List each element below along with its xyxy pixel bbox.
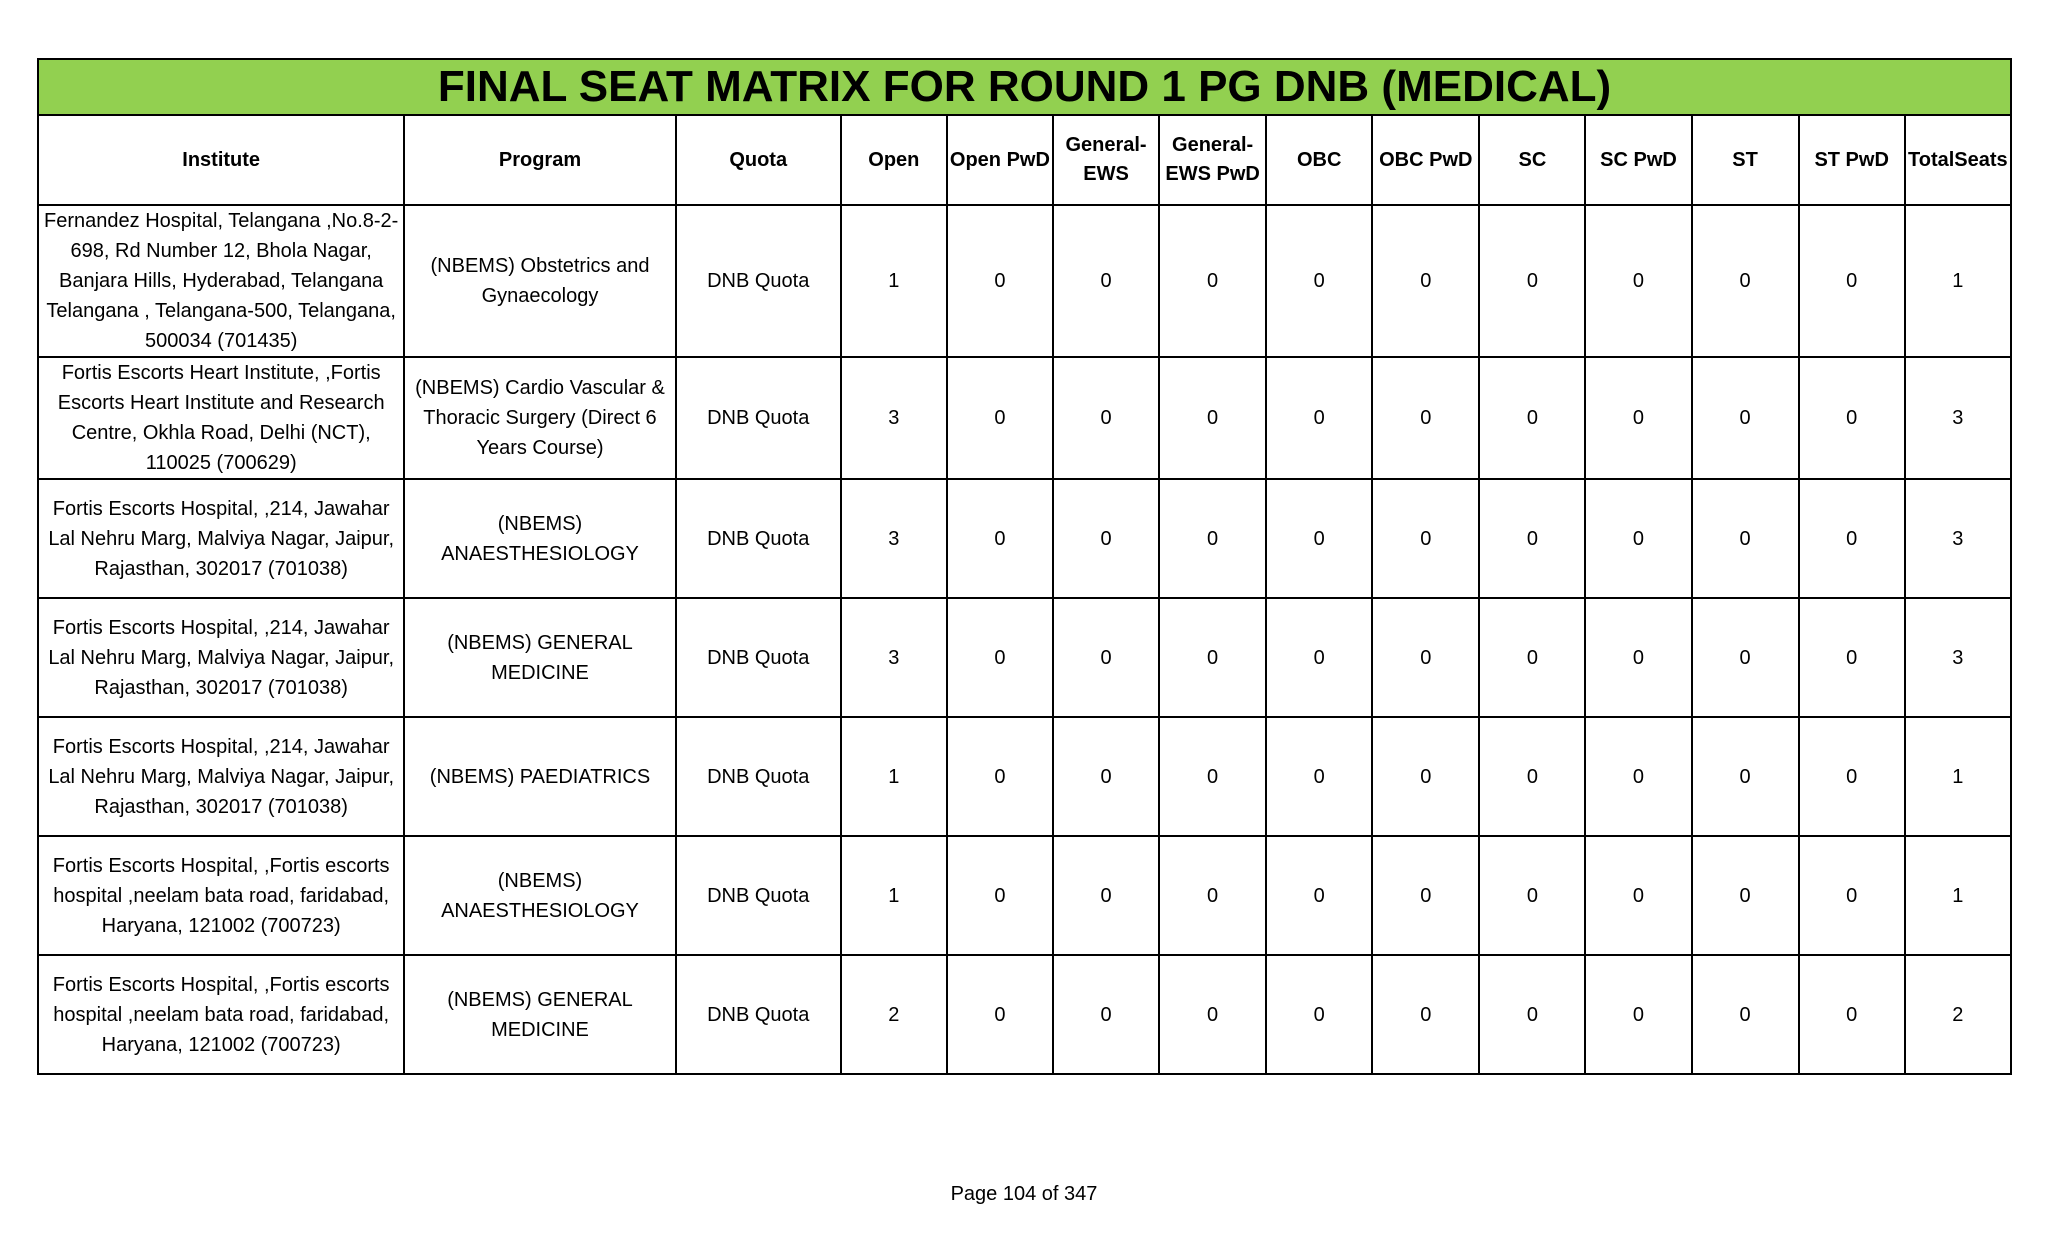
column-header-obc-pwd: OBC PwD <box>1372 115 1479 205</box>
cell-st-pwd: 0 <box>1799 205 1905 357</box>
cell-sc: 0 <box>1479 357 1585 479</box>
cell-institute: Fortis Escorts Hospital, ,Fortis escorts hospital ,neelam bata road, faridabad, Haryana, 121002 (700723) <box>38 955 404 1074</box>
cell-st-pwd: 0 <box>1799 717 1905 836</box>
cell-general-ews: 0 <box>1053 955 1159 1074</box>
cell-program: (NBEMS) Cardio Vascular & Thoracic Surgery (Direct 6 Years Course) <box>404 357 675 479</box>
table-row <box>38 955 2011 1074</box>
cell-program: (NBEMS) PAEDIATRICS <box>404 717 675 836</box>
cell-st: 0 <box>1692 479 1799 598</box>
cell-obc: 0 <box>1266 598 1372 717</box>
cell-general-ews: 0 <box>1053 205 1159 357</box>
cell-total-seats: 1 <box>1905 836 2011 955</box>
cell-sc-pwd: 0 <box>1585 598 1691 717</box>
cell-st-pwd: 0 <box>1799 357 1905 479</box>
column-header-st-pwd: ST PwD <box>1799 115 1905 205</box>
cell-st: 0 <box>1692 598 1799 717</box>
cell-obc: 0 <box>1266 205 1372 357</box>
cell-institute: Fortis Escorts Heart Institute, ,Fortis Escorts Heart Institute and Research Centre, Okhla Road, Delhi (NCT), 110025 (700629) <box>38 357 404 479</box>
cell-obc: 0 <box>1266 836 1372 955</box>
table-row <box>38 717 2011 836</box>
cell-total-seats: 3 <box>1905 357 2011 479</box>
column-header-general-ews: General-EWS <box>1053 115 1159 205</box>
cell-open-pwd: 0 <box>947 955 1053 1074</box>
cell-program: (NBEMS) GENERAL MEDICINE <box>404 955 675 1074</box>
cell-quota: DNB Quota <box>676 836 841 955</box>
table-row <box>38 357 2011 479</box>
seat-matrix-body <box>38 205 2011 1074</box>
column-header-quota: Quota <box>676 115 841 205</box>
cell-obc: 0 <box>1266 717 1372 836</box>
page-number: Page 104 of 347 <box>950 1183 1098 1205</box>
cell-open-pwd: 0 <box>947 357 1053 479</box>
cell-open-pwd: 0 <box>947 836 1053 955</box>
cell-program: (NBEMS) ANAESTHESIOLOGY <box>404 836 675 955</box>
cell-total-seats: 1 <box>1905 205 2011 357</box>
cell-general-ews-pwd: 0 <box>1159 598 1266 717</box>
table-row <box>38 479 2011 598</box>
cell-general-ews-pwd: 0 <box>1159 955 1266 1074</box>
column-header-obc: OBC <box>1266 115 1372 205</box>
cell-total-seats: 3 <box>1905 598 2011 717</box>
cell-total-seats: 2 <box>1905 955 2011 1074</box>
cell-open: 1 <box>841 717 947 836</box>
cell-open: 3 <box>841 357 947 479</box>
cell-general-ews-pwd: 0 <box>1159 357 1266 479</box>
cell-obc-pwd: 0 <box>1372 598 1479 717</box>
cell-st: 0 <box>1692 357 1799 479</box>
cell-st-pwd: 0 <box>1799 955 1905 1074</box>
cell-quota: DNB Quota <box>676 955 841 1074</box>
page-title: FINAL SEAT MATRIX FOR ROUND 1 PG DNB (MEDICAL) <box>38 59 2011 115</box>
cell-obc-pwd: 0 <box>1372 955 1479 1074</box>
table-row <box>38 598 2011 717</box>
cell-total-seats: 1 <box>1905 717 2011 836</box>
cell-sc: 0 <box>1479 205 1585 357</box>
cell-open: 1 <box>841 836 947 955</box>
cell-general-ews: 0 <box>1053 717 1159 836</box>
cell-institute: Fortis Escorts Hospital, ,Fortis escorts hospital ,neelam bata road, faridabad, Haryana, 121002 (700723) <box>38 836 404 955</box>
cell-st-pwd: 0 <box>1799 598 1905 717</box>
cell-open-pwd: 0 <box>947 598 1053 717</box>
cell-obc-pwd: 0 <box>1372 357 1479 479</box>
cell-obc: 0 <box>1266 357 1372 479</box>
column-header-general-ews-pwd: General-EWS PwD <box>1159 115 1266 205</box>
cell-sc: 0 <box>1479 479 1585 598</box>
cell-sc: 0 <box>1479 955 1585 1074</box>
table-row <box>38 836 2011 955</box>
cell-quota: DNB Quota <box>676 357 841 479</box>
cell-general-ews: 0 <box>1053 357 1159 479</box>
seat-matrix-table <box>37 58 2012 1075</box>
column-header-open-pwd: Open PwD <box>947 115 1053 205</box>
column-header-sc: SC <box>1479 115 1585 205</box>
cell-institute: Fortis Escorts Hospital, ,214, Jawahar Lal Nehru Marg, Malviya Nagar, Jaipur, Rajasthan, 302017 (701038) <box>38 598 404 717</box>
cell-open: 2 <box>841 955 947 1074</box>
cell-open-pwd: 0 <box>947 717 1053 836</box>
cell-program: (NBEMS) ANAESTHESIOLOGY <box>404 479 675 598</box>
cell-sc-pwd: 0 <box>1585 205 1691 357</box>
cell-open: 3 <box>841 598 947 717</box>
cell-general-ews: 0 <box>1053 836 1159 955</box>
cell-sc-pwd: 0 <box>1585 357 1691 479</box>
column-header-program: Program <box>404 115 675 205</box>
cell-quota: DNB Quota <box>676 717 841 836</box>
cell-obc: 0 <box>1266 479 1372 598</box>
column-header-total-seats: TotalSeats <box>1905 115 2011 205</box>
cell-general-ews: 0 <box>1053 479 1159 598</box>
cell-general-ews-pwd: 0 <box>1159 717 1266 836</box>
cell-quota: DNB Quota <box>676 598 841 717</box>
cell-general-ews: 0 <box>1053 598 1159 717</box>
cell-sc-pwd: 0 <box>1585 479 1691 598</box>
cell-open-pwd: 0 <box>947 205 1053 357</box>
column-header-st: ST <box>1692 115 1799 205</box>
cell-obc-pwd: 0 <box>1372 717 1479 836</box>
cell-program: (NBEMS) GENERAL MEDICINE <box>404 598 675 717</box>
column-header-institute: Institute <box>38 115 404 205</box>
cell-obc: 0 <box>1266 955 1372 1074</box>
cell-open-pwd: 0 <box>947 479 1053 598</box>
cell-st: 0 <box>1692 955 1799 1074</box>
column-header-row <box>38 115 2011 205</box>
cell-quota: DNB Quota <box>676 205 841 357</box>
cell-st-pwd: 0 <box>1799 836 1905 955</box>
cell-st: 0 <box>1692 205 1799 357</box>
cell-total-seats: 3 <box>1905 479 2011 598</box>
table-row <box>38 205 2011 357</box>
cell-quota: DNB Quota <box>676 479 841 598</box>
cell-institute: Fernandez Hospital, Telangana ,No.8-2-698, Rd Number 12, Bhola Nagar, Banjara Hills, Hyderabad, Telangana Telangana , Telangana-500, Telangana, 500034 (701435) <box>38 205 404 357</box>
cell-obc-pwd: 0 <box>1372 205 1479 357</box>
cell-st: 0 <box>1692 836 1799 955</box>
column-header-sc-pwd: SC PwD <box>1585 115 1691 205</box>
cell-general-ews-pwd: 0 <box>1159 836 1266 955</box>
cell-st: 0 <box>1692 717 1799 836</box>
cell-open: 1 <box>841 205 947 357</box>
cell-sc: 0 <box>1479 836 1585 955</box>
cell-sc: 0 <box>1479 717 1585 836</box>
cell-sc-pwd: 0 <box>1585 955 1691 1074</box>
seat-matrix-sheet <box>37 58 2012 1075</box>
cell-institute: Fortis Escorts Hospital, ,214, Jawahar Lal Nehru Marg, Malviya Nagar, Jaipur, Rajasthan, 302017 (701038) <box>38 717 404 836</box>
cell-sc-pwd: 0 <box>1585 717 1691 836</box>
cell-sc-pwd: 0 <box>1585 836 1691 955</box>
cell-general-ews-pwd: 0 <box>1159 205 1266 357</box>
cell-obc-pwd: 0 <box>1372 836 1479 955</box>
cell-general-ews-pwd: 0 <box>1159 479 1266 598</box>
cell-sc: 0 <box>1479 598 1585 717</box>
cell-institute: Fortis Escorts Hospital, ,214, Jawahar Lal Nehru Marg, Malviya Nagar, Jaipur, Rajasthan, 302017 (701038) <box>38 479 404 598</box>
cell-program: (NBEMS) Obstetrics and Gynaecology <box>404 205 675 357</box>
cell-st-pwd: 0 <box>1799 479 1905 598</box>
cell-obc-pwd: 0 <box>1372 479 1479 598</box>
column-header-open: Open <box>841 115 947 205</box>
cell-open: 3 <box>841 479 947 598</box>
